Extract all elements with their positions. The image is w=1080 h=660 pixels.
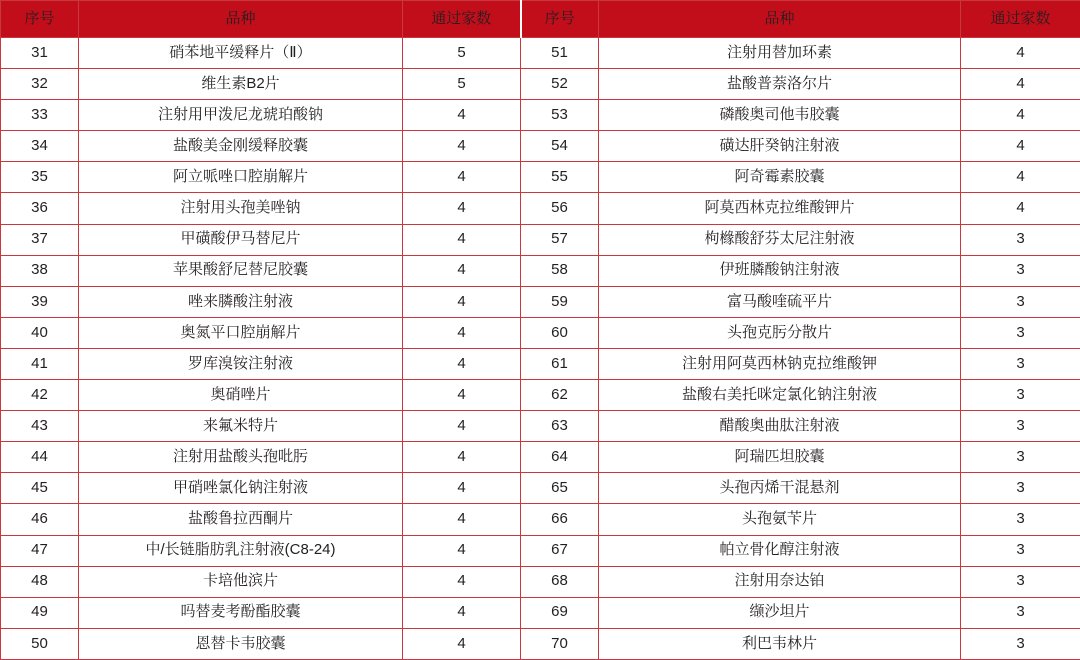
cell-name-right: 阿瑞匹坦胶囊 <box>599 442 961 473</box>
table-row <box>1 162 1080 193</box>
cell-no-left: 42 <box>1 380 79 411</box>
cell-no-left: 32 <box>1 69 79 100</box>
cell-count-right: 3 <box>961 348 1080 379</box>
cell-count-left: 4 <box>403 473 521 504</box>
header-count-left: 通过家数 <box>403 1 521 38</box>
cell-no-left: 45 <box>1 473 79 504</box>
cell-no-right: 66 <box>521 504 599 535</box>
cell-no-right: 65 <box>521 473 599 504</box>
cell-name-left: 硝苯地平缓释片（Ⅱ） <box>79 38 403 69</box>
cell-count-left: 4 <box>403 348 521 379</box>
cell-name-right: 注射用替加环素 <box>599 38 961 69</box>
cell-count-left: 4 <box>403 193 521 224</box>
cell-count-left: 4 <box>403 535 521 566</box>
cell-count-left: 4 <box>403 162 521 193</box>
cell-no-right: 63 <box>521 411 599 442</box>
cell-count-left: 4 <box>403 566 521 597</box>
cell-name-right: 注射用阿莫西林钠克拉维酸钾 <box>599 348 961 379</box>
cell-name-left: 阿立哌唑口腔崩解片 <box>79 162 403 193</box>
cell-name-left: 中/长链脂肪乳注射液(C8-24) <box>79 535 403 566</box>
cell-no-left: 43 <box>1 411 79 442</box>
table-row <box>1 317 1080 348</box>
cell-no-left: 48 <box>1 566 79 597</box>
cell-name-right: 阿莫西林克拉维酸钾片 <box>599 193 961 224</box>
cell-name-right: 伊班膦酸钠注射液 <box>599 255 961 286</box>
cell-name-right: 醋酸奥曲肽注射液 <box>599 411 961 442</box>
cell-count-left: 4 <box>403 317 521 348</box>
cell-name-left: 恩替卡韦胶囊 <box>79 628 403 659</box>
cell-no-right: 56 <box>521 193 599 224</box>
table-row <box>1 473 1080 504</box>
cell-count-right: 3 <box>961 473 1080 504</box>
cell-no-left: 41 <box>1 348 79 379</box>
cell-count-right: 4 <box>961 69 1080 100</box>
cell-count-right: 3 <box>961 286 1080 317</box>
cell-no-right: 59 <box>521 286 599 317</box>
cell-no-right: 51 <box>521 38 599 69</box>
cell-no-left: 36 <box>1 193 79 224</box>
table-row <box>1 286 1080 317</box>
cell-no-right: 69 <box>521 597 599 628</box>
cell-no-right: 61 <box>521 348 599 379</box>
cell-name-left: 奥氮平口腔崩解片 <box>79 317 403 348</box>
cell-count-right: 3 <box>961 442 1080 473</box>
table-row <box>1 224 1080 255</box>
table-row <box>1 442 1080 473</box>
cell-no-right: 52 <box>521 69 599 100</box>
cell-count-right: 3 <box>961 535 1080 566</box>
cell-no-left: 37 <box>1 224 79 255</box>
cell-name-right: 阿奇霉素胶囊 <box>599 162 961 193</box>
cell-count-right: 4 <box>961 131 1080 162</box>
cell-no-right: 57 <box>521 224 599 255</box>
cell-name-right: 富马酸喹硫平片 <box>599 286 961 317</box>
cell-count-right: 3 <box>961 504 1080 535</box>
table-row <box>1 380 1080 411</box>
cell-name-left: 卡培他滨片 <box>79 566 403 597</box>
table-row <box>1 628 1080 659</box>
cell-count-right: 4 <box>961 193 1080 224</box>
header-count-right: 通过家数 <box>961 1 1080 38</box>
cell-no-left: 49 <box>1 597 79 628</box>
header-no-right: 序号 <box>521 1 599 38</box>
cell-name-left: 甲磺酸伊马替尼片 <box>79 224 403 255</box>
cell-no-left: 31 <box>1 38 79 69</box>
table-row <box>1 131 1080 162</box>
cell-name-right: 利巴韦林片 <box>599 628 961 659</box>
cell-name-right: 盐酸右美托咪定氯化钠注射液 <box>599 380 961 411</box>
cell-name-left: 罗库溴铵注射液 <box>79 348 403 379</box>
cell-no-right: 64 <box>521 442 599 473</box>
table-row <box>1 69 1080 100</box>
cell-count-left: 4 <box>403 224 521 255</box>
cell-name-right: 头孢丙烯干混悬剂 <box>599 473 961 504</box>
cell-count-left: 4 <box>403 411 521 442</box>
table-row <box>1 38 1080 69</box>
cell-no-left: 50 <box>1 628 79 659</box>
header-no-left: 序号 <box>1 1 79 38</box>
cell-count-left: 4 <box>403 628 521 659</box>
cell-count-left: 4 <box>403 442 521 473</box>
cell-no-left: 47 <box>1 535 79 566</box>
cell-no-right: 55 <box>521 162 599 193</box>
cell-no-right: 70 <box>521 628 599 659</box>
cell-no-right: 67 <box>521 535 599 566</box>
cell-name-right: 盐酸普萘洛尔片 <box>599 69 961 100</box>
cell-name-left: 奥硝唑片 <box>79 380 403 411</box>
cell-no-right: 54 <box>521 131 599 162</box>
cell-no-right: 68 <box>521 566 599 597</box>
table-row <box>1 535 1080 566</box>
cell-no-left: 39 <box>1 286 79 317</box>
table-row <box>1 255 1080 286</box>
cell-count-left: 4 <box>403 380 521 411</box>
cell-count-right: 4 <box>961 100 1080 131</box>
cell-name-left: 注射用头孢美唑钠 <box>79 193 403 224</box>
cell-name-left: 吗替麦考酚酯胶囊 <box>79 597 403 628</box>
cell-count-left: 4 <box>403 504 521 535</box>
cell-count-right: 3 <box>961 597 1080 628</box>
cell-count-right: 4 <box>961 38 1080 69</box>
cell-name-right: 磺达肝癸钠注射液 <box>599 131 961 162</box>
cell-count-right: 3 <box>961 411 1080 442</box>
cell-no-left: 40 <box>1 317 79 348</box>
cell-count-right: 3 <box>961 224 1080 255</box>
cell-count-left: 5 <box>403 69 521 100</box>
header-name-right: 品种 <box>599 1 961 38</box>
table-body <box>1 38 1080 660</box>
cell-no-right: 60 <box>521 317 599 348</box>
table-row <box>1 193 1080 224</box>
table-row <box>1 566 1080 597</box>
cell-name-right: 头孢克肟分散片 <box>599 317 961 348</box>
cell-count-right: 3 <box>961 317 1080 348</box>
table-header <box>1 1 1080 38</box>
cell-count-left: 4 <box>403 100 521 131</box>
cell-no-left: 34 <box>1 131 79 162</box>
cell-name-left: 唑来膦酸注射液 <box>79 286 403 317</box>
table-row <box>1 411 1080 442</box>
cell-name-left: 注射用盐酸头孢吡肟 <box>79 442 403 473</box>
cell-count-right: 4 <box>961 162 1080 193</box>
cell-no-right: 58 <box>521 255 599 286</box>
cell-count-right: 3 <box>961 255 1080 286</box>
table-row <box>1 100 1080 131</box>
header-row <box>1 1 1080 38</box>
cell-name-right: 帕立骨化醇注射液 <box>599 535 961 566</box>
cell-count-left: 4 <box>403 286 521 317</box>
cell-name-left: 盐酸美金刚缓释胶囊 <box>79 131 403 162</box>
cell-count-left: 4 <box>403 255 521 286</box>
cell-no-left: 44 <box>1 442 79 473</box>
cell-name-left: 盐酸鲁拉西酮片 <box>79 504 403 535</box>
cell-name-left: 维生素B2片 <box>79 69 403 100</box>
cell-count-right: 3 <box>961 628 1080 659</box>
cell-count-left: 5 <box>403 38 521 69</box>
cell-name-right: 注射用奈达铂 <box>599 566 961 597</box>
cell-no-left: 38 <box>1 255 79 286</box>
cell-name-left: 注射用甲泼尼龙琥珀酸钠 <box>79 100 403 131</box>
cell-name-left: 甲硝唑氯化钠注射液 <box>79 473 403 504</box>
table-row <box>1 597 1080 628</box>
table-row <box>1 348 1080 379</box>
cell-count-left: 4 <box>403 597 521 628</box>
cell-no-left: 35 <box>1 162 79 193</box>
cell-count-right: 3 <box>961 566 1080 597</box>
cell-name-right: 缬沙坦片 <box>599 597 961 628</box>
header-name-left: 品种 <box>79 1 403 38</box>
cell-name-left: 来氟米特片 <box>79 411 403 442</box>
cell-count-left: 4 <box>403 131 521 162</box>
cell-no-left: 46 <box>1 504 79 535</box>
cell-count-right: 3 <box>961 380 1080 411</box>
cell-name-left: 苹果酸舒尼替尼胶囊 <box>79 255 403 286</box>
cell-name-right: 磷酸奥司他韦胶囊 <box>599 100 961 131</box>
cell-no-left: 33 <box>1 100 79 131</box>
cell-no-right: 53 <box>521 100 599 131</box>
cell-name-right: 头孢氨苄片 <box>599 504 961 535</box>
cell-name-right: 枸橼酸舒芬太尼注射液 <box>599 224 961 255</box>
table-row <box>1 504 1080 535</box>
cell-no-right: 62 <box>521 380 599 411</box>
